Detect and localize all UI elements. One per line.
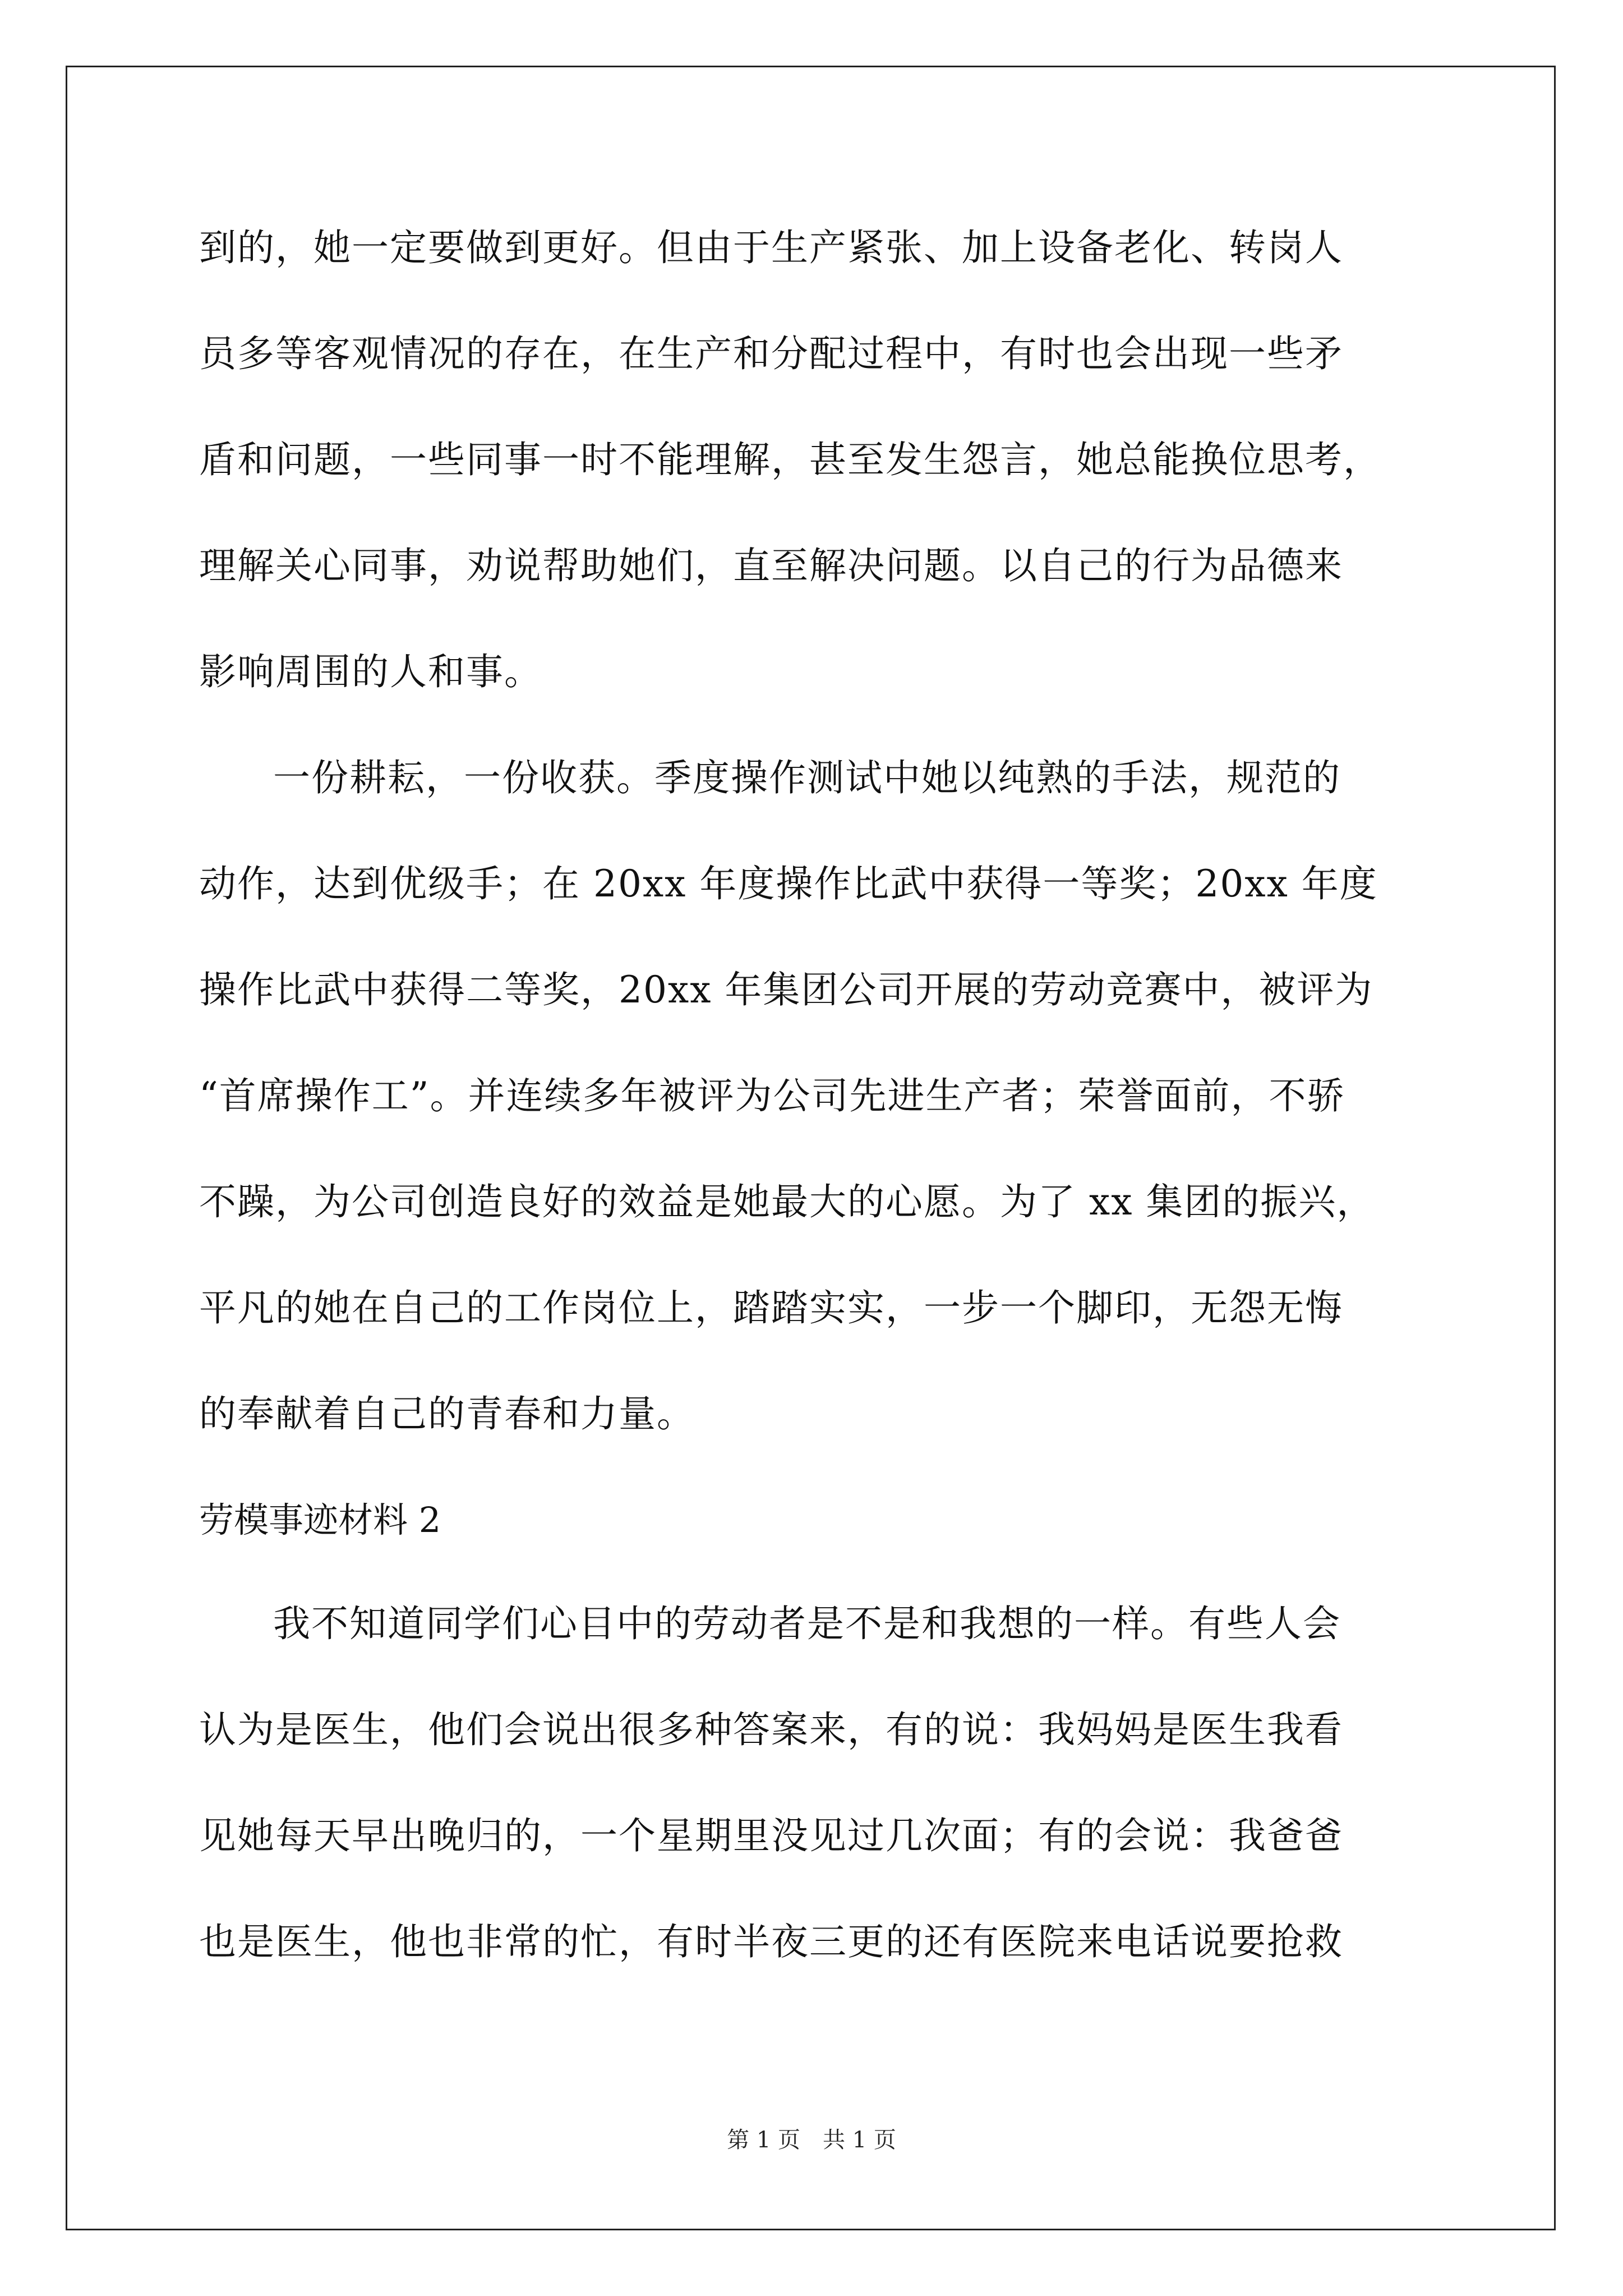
text-line: “首席操作工”。并连续多年被评为公司先进生产者；荣誉面前，不骄 <box>199 1074 1345 1117</box>
text-line: 我不知道同学们心目中的劳动者是不是和我想的一样。有些人会 <box>273 1602 1341 1645</box>
text-line: 一份耕耘，一份收获。季度操作测试中她以纯熟的手法，规范的 <box>273 756 1341 799</box>
section-heading: 劳模事迹材料 2 <box>199 1499 441 1540</box>
text-line: 影响周围的人和事。 <box>199 650 542 693</box>
text-line: 动作，达到优级手；在 20xx 年度操作比武中获得一等奖；20xx 年度 <box>199 862 1378 905</box>
text-line: 的奉献着自己的青春和力量。 <box>199 1392 695 1435</box>
text-line: 盾和问题，一些同事一时不能理解，甚至发生怨言，她总能换位思考， <box>199 438 1381 481</box>
text-line: 不躁，为公司创造良好的效益是她最大的心愿。为了 xx 集团的振兴， <box>199 1180 1375 1223</box>
text-line: 理解关心同事，劝说帮助她们，直至解决问题。以自己的行为品德来 <box>199 544 1343 587</box>
document-body <box>199 209 1450 2009</box>
text-line: 见她每天早出晚归的，一个星期里没见过几次面；有的会说：我爸爸 <box>199 1814 1343 1857</box>
text-line: 平凡的她在自己的工作岗位上，踏踏实实，一步一个脚印，无怨无悔 <box>199 1286 1343 1329</box>
text-line: 操作比武中获得二等奖，20xx 年集团公司开展的劳动竞赛中，被评为 <box>199 968 1373 1011</box>
text-line: 也是医生，他也非常的忙，有时半夜三更的还有医院来电话说要抢救 <box>199 1920 1343 1963</box>
text-line: 认为是医生，他们会说出很多种答案来，有的说：我妈妈是医生我看 <box>199 1708 1343 1751</box>
page-number: 第 1 页 共 1 页 <box>727 2127 896 2153</box>
text-line: 到的，她一定要做到更好。但由于生产紧张、加上设备老化、转岗人 <box>199 226 1343 269</box>
text-line: 员多等客观情况的存在，在生产和分配过程中，有时也会出现一些矛 <box>199 332 1343 375</box>
